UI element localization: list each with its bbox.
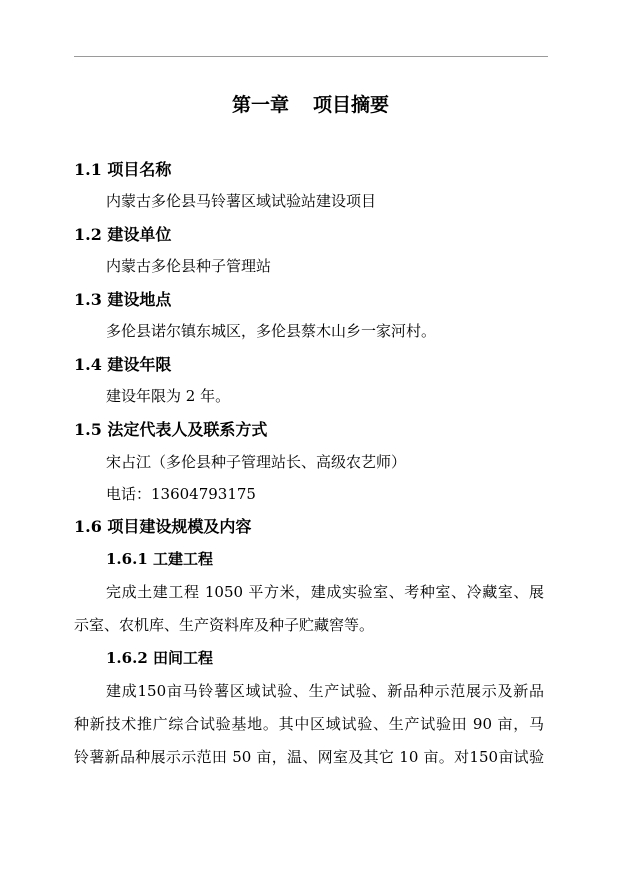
section-heading-project-name: 1.1 项目名称	[74, 160, 172, 179]
section-heading-location: 1.3 建设地点	[74, 290, 172, 309]
location-text: 多伦县诺尔镇东城区，多伦县蔡木山乡一家河村。	[106, 322, 437, 340]
legal-rep-text: 宋占江（多伦县种子管理站长、高级农艺师）	[106, 453, 407, 471]
section-heading-builder: 1.2 建设单位	[74, 225, 172, 244]
construction-line-1: 完成土建工程 1050 平方米，建成实验室、考种室、冷藏室、展	[106, 583, 544, 601]
chapter-title	[0, 96, 621, 115]
duration-text: 建设年限为 2 年。	[106, 387, 231, 405]
builder-text: 内蒙古多伦县种子管理站	[106, 257, 272, 275]
subsection-heading-field: 1.6.2 田间工程	[106, 649, 213, 667]
field-line-3: 铃薯新品种展示示范田 50 亩，温、网室及其它 10 亩。对150亩试验	[74, 748, 544, 766]
project-name-text: 内蒙古多伦县马铃薯区域试验站建设项目	[106, 192, 377, 210]
field-line-2: 种新技术推广综合试验基地。其中区域试验、生产试验田 90 亩，马	[74, 715, 544, 733]
chapter-name: 项目摘要	[313, 94, 390, 116]
phone-text: 电话：13604793175	[106, 485, 256, 503]
field-line-1: 建成150亩马铃薯区域试验、生产试验、新品种示范展示及新品	[106, 682, 544, 700]
section-heading-legal-rep: 1.5 法定代表人及联系方式	[74, 420, 268, 439]
section-heading-duration: 1.4 建设年限	[74, 355, 172, 374]
chapter-label: 第一章	[231, 94, 289, 116]
section-heading-scale: 1.6 项目建设规模及内容	[74, 517, 252, 536]
construction-line-2: 示室、农机库、生产资料库及种子贮藏窖等。	[74, 616, 375, 634]
subsection-heading-construction: 1.6.1 工建工程	[106, 550, 213, 568]
page-header-rule	[74, 56, 548, 57]
